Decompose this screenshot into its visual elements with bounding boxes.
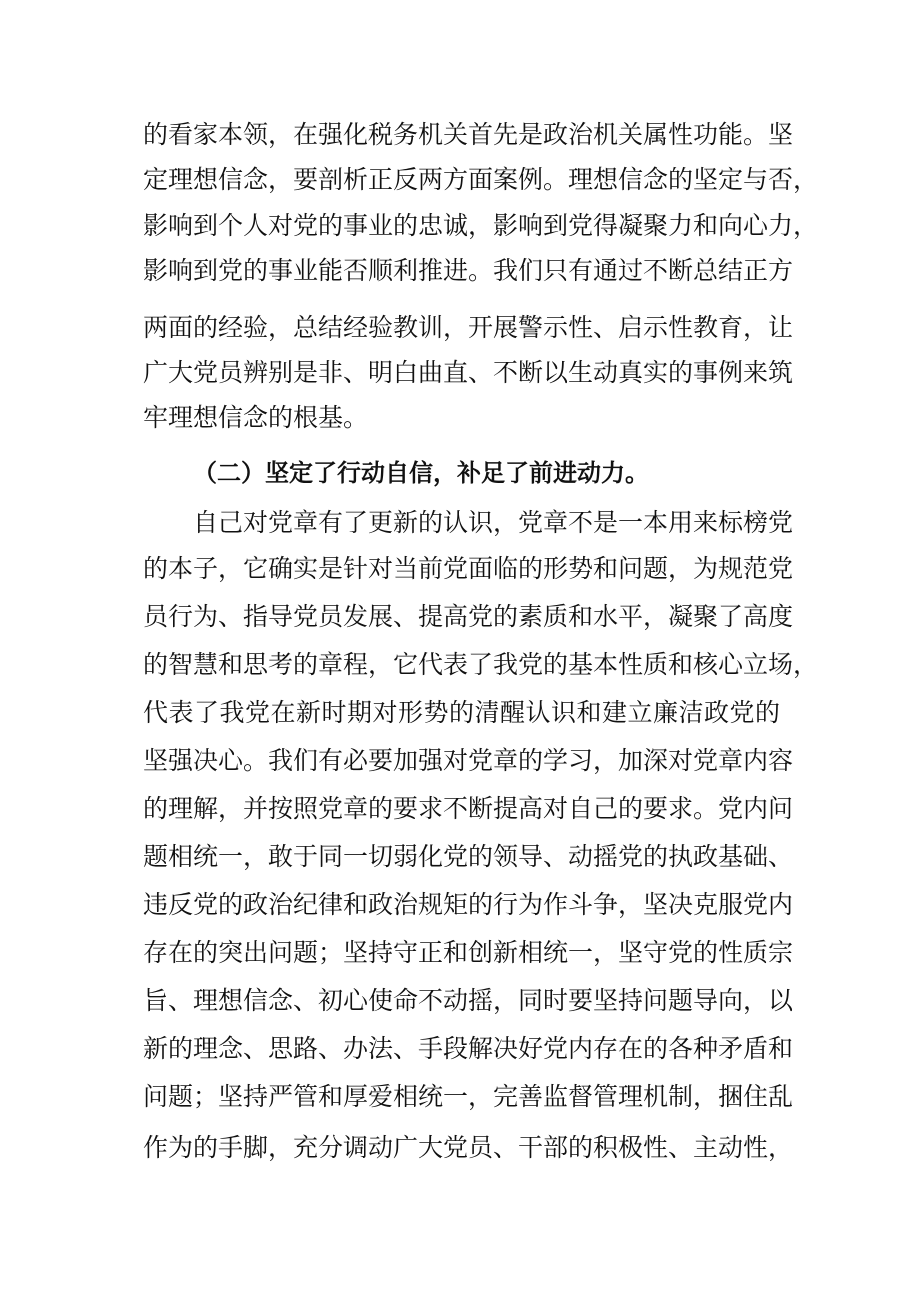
paragraph-2-line-7: 的理解，并按照党章的要求不断提高对自己的要求。党内问 <box>143 794 794 823</box>
paragraph-1-line-4: 影响到党的事业能否顺利推进。我们只有通过不断总结正方 <box>143 256 794 285</box>
paragraph-1-line-7: 牢理想信念的根基。 <box>143 403 369 432</box>
paragraph-2-line-6: 坚强决心。我们有必要加强对党章的学习，加深对党章内容 <box>143 746 794 775</box>
section-heading: （二）坚定了行动自信，补足了前进动力。 <box>193 459 649 487</box>
paragraph-1-line-2: 定理想信念，要剖析正反两方面案例。理想信念的坚定与否， <box>143 165 819 194</box>
paragraph-2-line-10: 存在的突出问题；坚持守正和创新相统一，坚守党的性质宗 <box>143 938 794 967</box>
paragraph-2-line-12: 新的理念、思路、办法、手段解决好党内存在的各种矛盾和 <box>143 1034 794 1063</box>
paragraph-1-line-3: 影响到个人对党的事业的忠诚，影响到党得凝聚力和向心力， <box>143 211 819 240</box>
paragraph-2-line-3: 员行为、指导党员发展、提高党的素质和水平，凝聚了高度 <box>143 602 794 631</box>
paragraph-2-line-14: 作为的手脚，充分调动广大党员、干部的积极性、主动性， <box>143 1133 794 1162</box>
paragraph-2-line-13: 问题；坚持严管和厚爱相统一，完善监督管理机制，捆住乱 <box>143 1082 794 1111</box>
paragraph-1-line-1: 的看家本领，在强化税务机关首先是政治机关属性功能。坚 <box>143 120 794 149</box>
paragraph-2-line-5: 代表了我党在新时期对形势的清醒认识和建立廉洁政党的 <box>143 698 780 727</box>
paragraph-1-line-5: 两面的经验，总结经验教训，开展警示性、启示性教育，让 <box>143 313 794 342</box>
paragraph-1-line-6: 广大党员辨别是非、明白曲直、不断以生动真实的事例来筑 <box>143 358 794 387</box>
paragraph-2-line-11: 旨、理想信念、初心使命不动摇，同时要坚持问题导向，以 <box>143 986 794 1015</box>
paragraph-2-line-9: 违反党的政治纪律和政治规矩的行为作斗争，坚决克服党内 <box>143 890 794 919</box>
paragraph-2-line-1: 自己对党章有了更新的认识，党章不是一本用来标榜党 <box>193 508 794 537</box>
paragraph-2-line-8: 题相统一，敢于同一切弱化党的领导、动摇党的执政基础、 <box>143 842 794 871</box>
paragraph-2-line-4: 的智慧和思考的章程，它代表了我党的基本性质和核心立场， <box>143 650 819 679</box>
paragraph-2-line-2: 的本子，它确实是针对当前党面临的形势和问题，为规范党 <box>143 554 794 583</box>
